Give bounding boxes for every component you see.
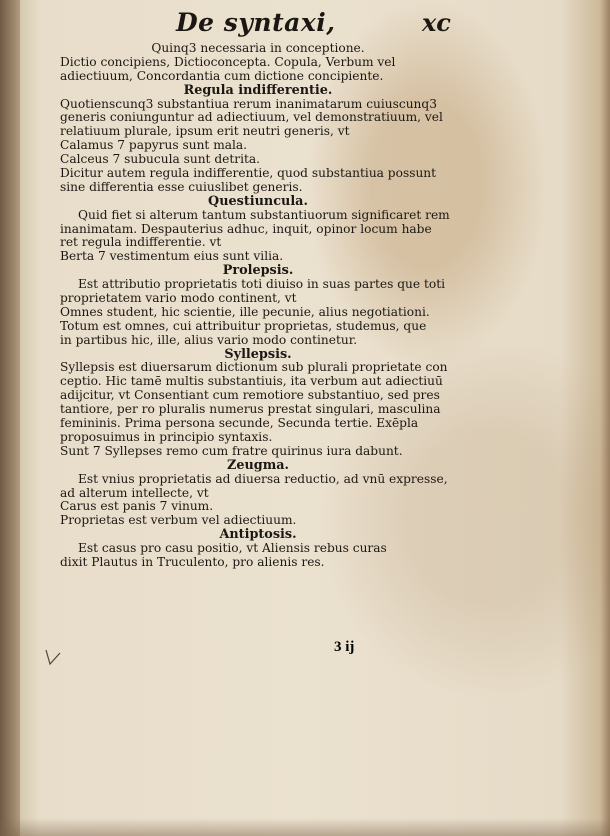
text-line: femininis. Prima persona secunde, Secunda tertie. Exēpla (60, 416, 419, 431)
text-line: Est casus pro casu positio, vt Aliensis rebus curas (78, 541, 387, 556)
text-line: sine differentia esse cuiuslibet generis. (60, 179, 303, 194)
text-line: Dicitur autem regula indifferentie, quod substantiua possunt (60, 166, 437, 181)
section-heading: Prolepsis. (222, 263, 294, 279)
text-line: relatiuum plurale, ipsum erit neutri generis, vt (60, 124, 350, 139)
text-line: tantiore, per ro pluralis numerus prestat singulari, masculina (60, 402, 441, 417)
text-line: Carus est panis 7 vinum. (60, 499, 214, 514)
text-line: Dictio concipiens, Dictioconcepta. Copula, Verbum vel (60, 54, 396, 69)
folio-number: xc (422, 8, 451, 37)
section-heading: Zeugma. (226, 457, 290, 473)
text-line: ret regula indifferentie. vt (60, 235, 222, 250)
text-line: adijcitur, vt Consentiant cum remotiore substantiuo, sed pres (60, 388, 440, 403)
text-line: Est vnius proprietatis ad diuersa reductio, ad vnū expresse, (78, 471, 448, 486)
text-line: ceptio. Hic tamē multis substantiuis, ita verbum aut adiectiuū (60, 374, 443, 389)
section-heading: Syllepsis. (224, 346, 292, 362)
text-line: Totum est omnes, cui attribuitur proprietas, studemus, que (60, 318, 427, 333)
text-line: proprietatem vario modo continent, vt (60, 291, 297, 306)
running-head (60, 8, 456, 42)
section-heading: Antiptosis. (219, 527, 297, 543)
running-title: De syntaxi, (176, 8, 336, 37)
text-line: generis coniunguntur ad adiectiuum, vel demonstratiuum, vel (60, 110, 443, 125)
text-block (60, 8, 456, 570)
signature-mark: 3 ij (334, 639, 355, 655)
book-gutter-shadow (0, 0, 20, 836)
text-line: in partibus hic, ille, alius vario modo continetur. (60, 332, 358, 347)
text-line: Quinq3 necessaria in conceptione. (151, 41, 365, 55)
ink-mark-icon (43, 648, 63, 666)
section-heading: Questiuncula. (208, 193, 308, 209)
body-text (60, 42, 456, 570)
text-line: Omnes student, hic scientie, ille pecunie, alius negotiationi. (60, 304, 430, 319)
text-line: inanimatam. Despauterius adhuc, inquit, opinor locum habe (60, 221, 432, 236)
text-line: Calamus 7 papyrus sunt mala. (60, 138, 248, 153)
section-heading: Regula indifferentie. (183, 82, 333, 98)
text-line: Est attributio proprietatis toti diuiso in suas partes que toti (78, 277, 445, 292)
text-line: Proprietas est verbum vel adiectiuum. (60, 513, 297, 528)
text-line: Syllepsis est diuersarum dictionum sub plurali proprietate con (60, 360, 448, 375)
text-line: proposuimus in principio syntaxis. (60, 429, 273, 444)
page-bottom-shadow (0, 818, 610, 836)
text-line: Sunt 7 Syllepses remo cum fratre quirinus iura dabunt. (60, 443, 403, 458)
text-line: dixit Plautus in Truculento, pro alienis res. (60, 554, 325, 569)
text-line: Calceus 7 subucula sunt detrita. (60, 152, 260, 167)
text-line: Quid fiet si alterum tantum substantiuorum significaret rem (78, 207, 450, 222)
text-line: Quotienscunq3 substantiua rerum inanimatarum cuiuscunq3 (60, 96, 437, 111)
text-line: adiectiuum, Concordantia cum dictione concipiente. (60, 68, 384, 83)
text-line: ad alterum intellecte, vt (60, 485, 209, 500)
text-line: Berta 7 vestimentum eius sunt vilia. (60, 249, 284, 264)
